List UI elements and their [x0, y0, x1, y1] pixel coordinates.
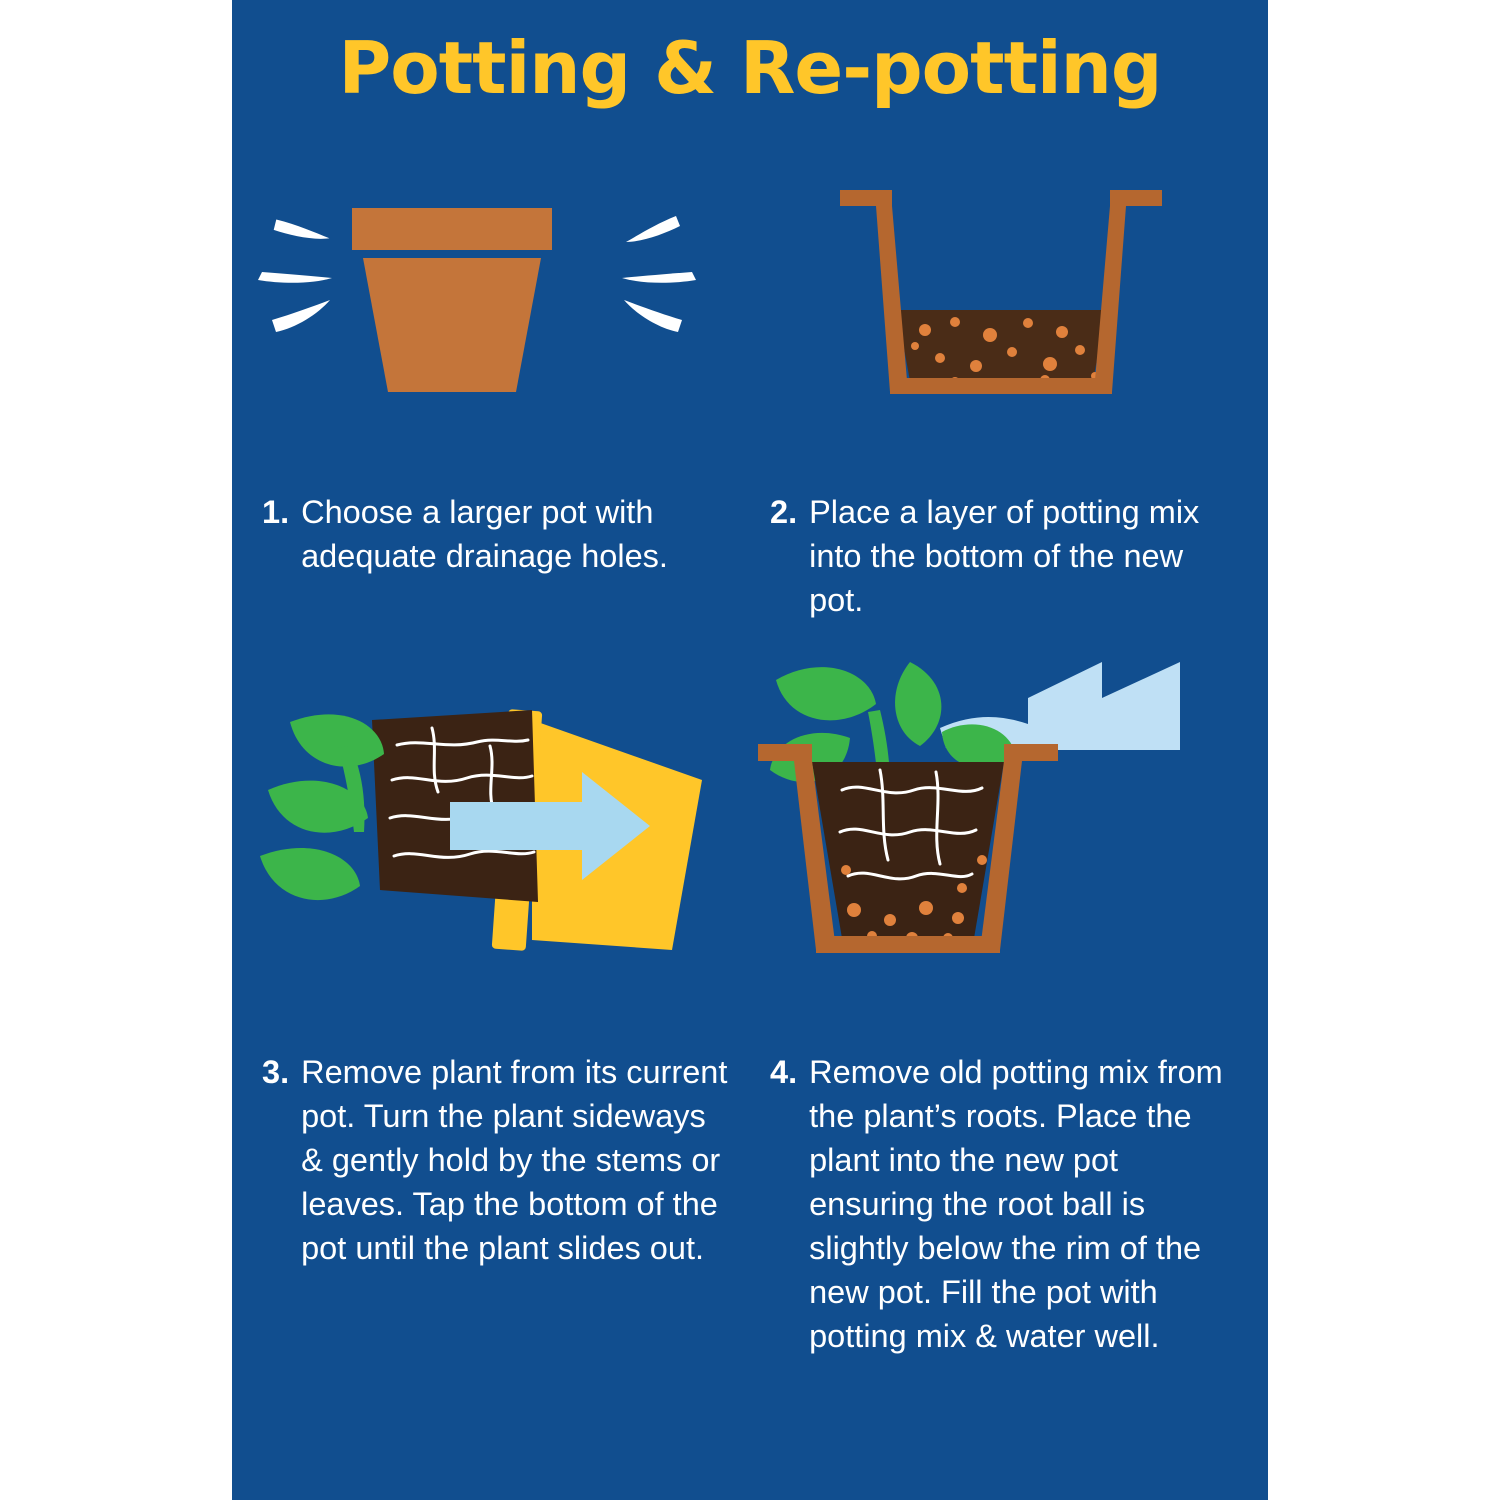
- planting-and-watering-can-icon: [750, 620, 1268, 1040]
- poster-container: [232, 0, 1268, 1500]
- step-2-text: Place a layer of potting mix into the bottom of the new pot.: [809, 494, 1200, 618]
- step-3: [232, 650, 750, 1450]
- step-2-number: 2.: [770, 494, 798, 530]
- terracotta-pot-sparkles-icon: [232, 180, 750, 480]
- step-3-caption: [262, 1050, 732, 1270]
- page-title: Potting & Re-potting: [338, 26, 1162, 110]
- step-1-caption: [262, 490, 682, 578]
- step-3-text: Remove plant from its current pot. Turn the plant sideways & gently hold by the stems or leaves. Tap the bottom of the pot until the plant slides out.: [301, 1054, 728, 1266]
- pot-cross-section-with-soil-layer-icon: [750, 180, 1268, 480]
- step-1-number: 1.: [262, 494, 290, 530]
- step-4-text: Remove old potting mix from the plant’s roots. Place the plant into the new pot ensuring the root ball is slightly below the rim of the new pot. Fill the pot with potting mix & water well.: [809, 1054, 1223, 1354]
- step-2: [750, 180, 1268, 660]
- step-3-number: 3.: [262, 1054, 290, 1090]
- plant-sliding-out-of-tilted-pot-icon: [232, 650, 750, 1030]
- step-4-number: 4.: [770, 1054, 798, 1090]
- step-1: [232, 180, 750, 660]
- step-1-text: Choose a larger pot with adequate drainage holes.: [301, 494, 668, 574]
- step-4-caption: [770, 1050, 1240, 1358]
- step-2-caption: [770, 490, 1240, 622]
- step-4: [750, 620, 1268, 1480]
